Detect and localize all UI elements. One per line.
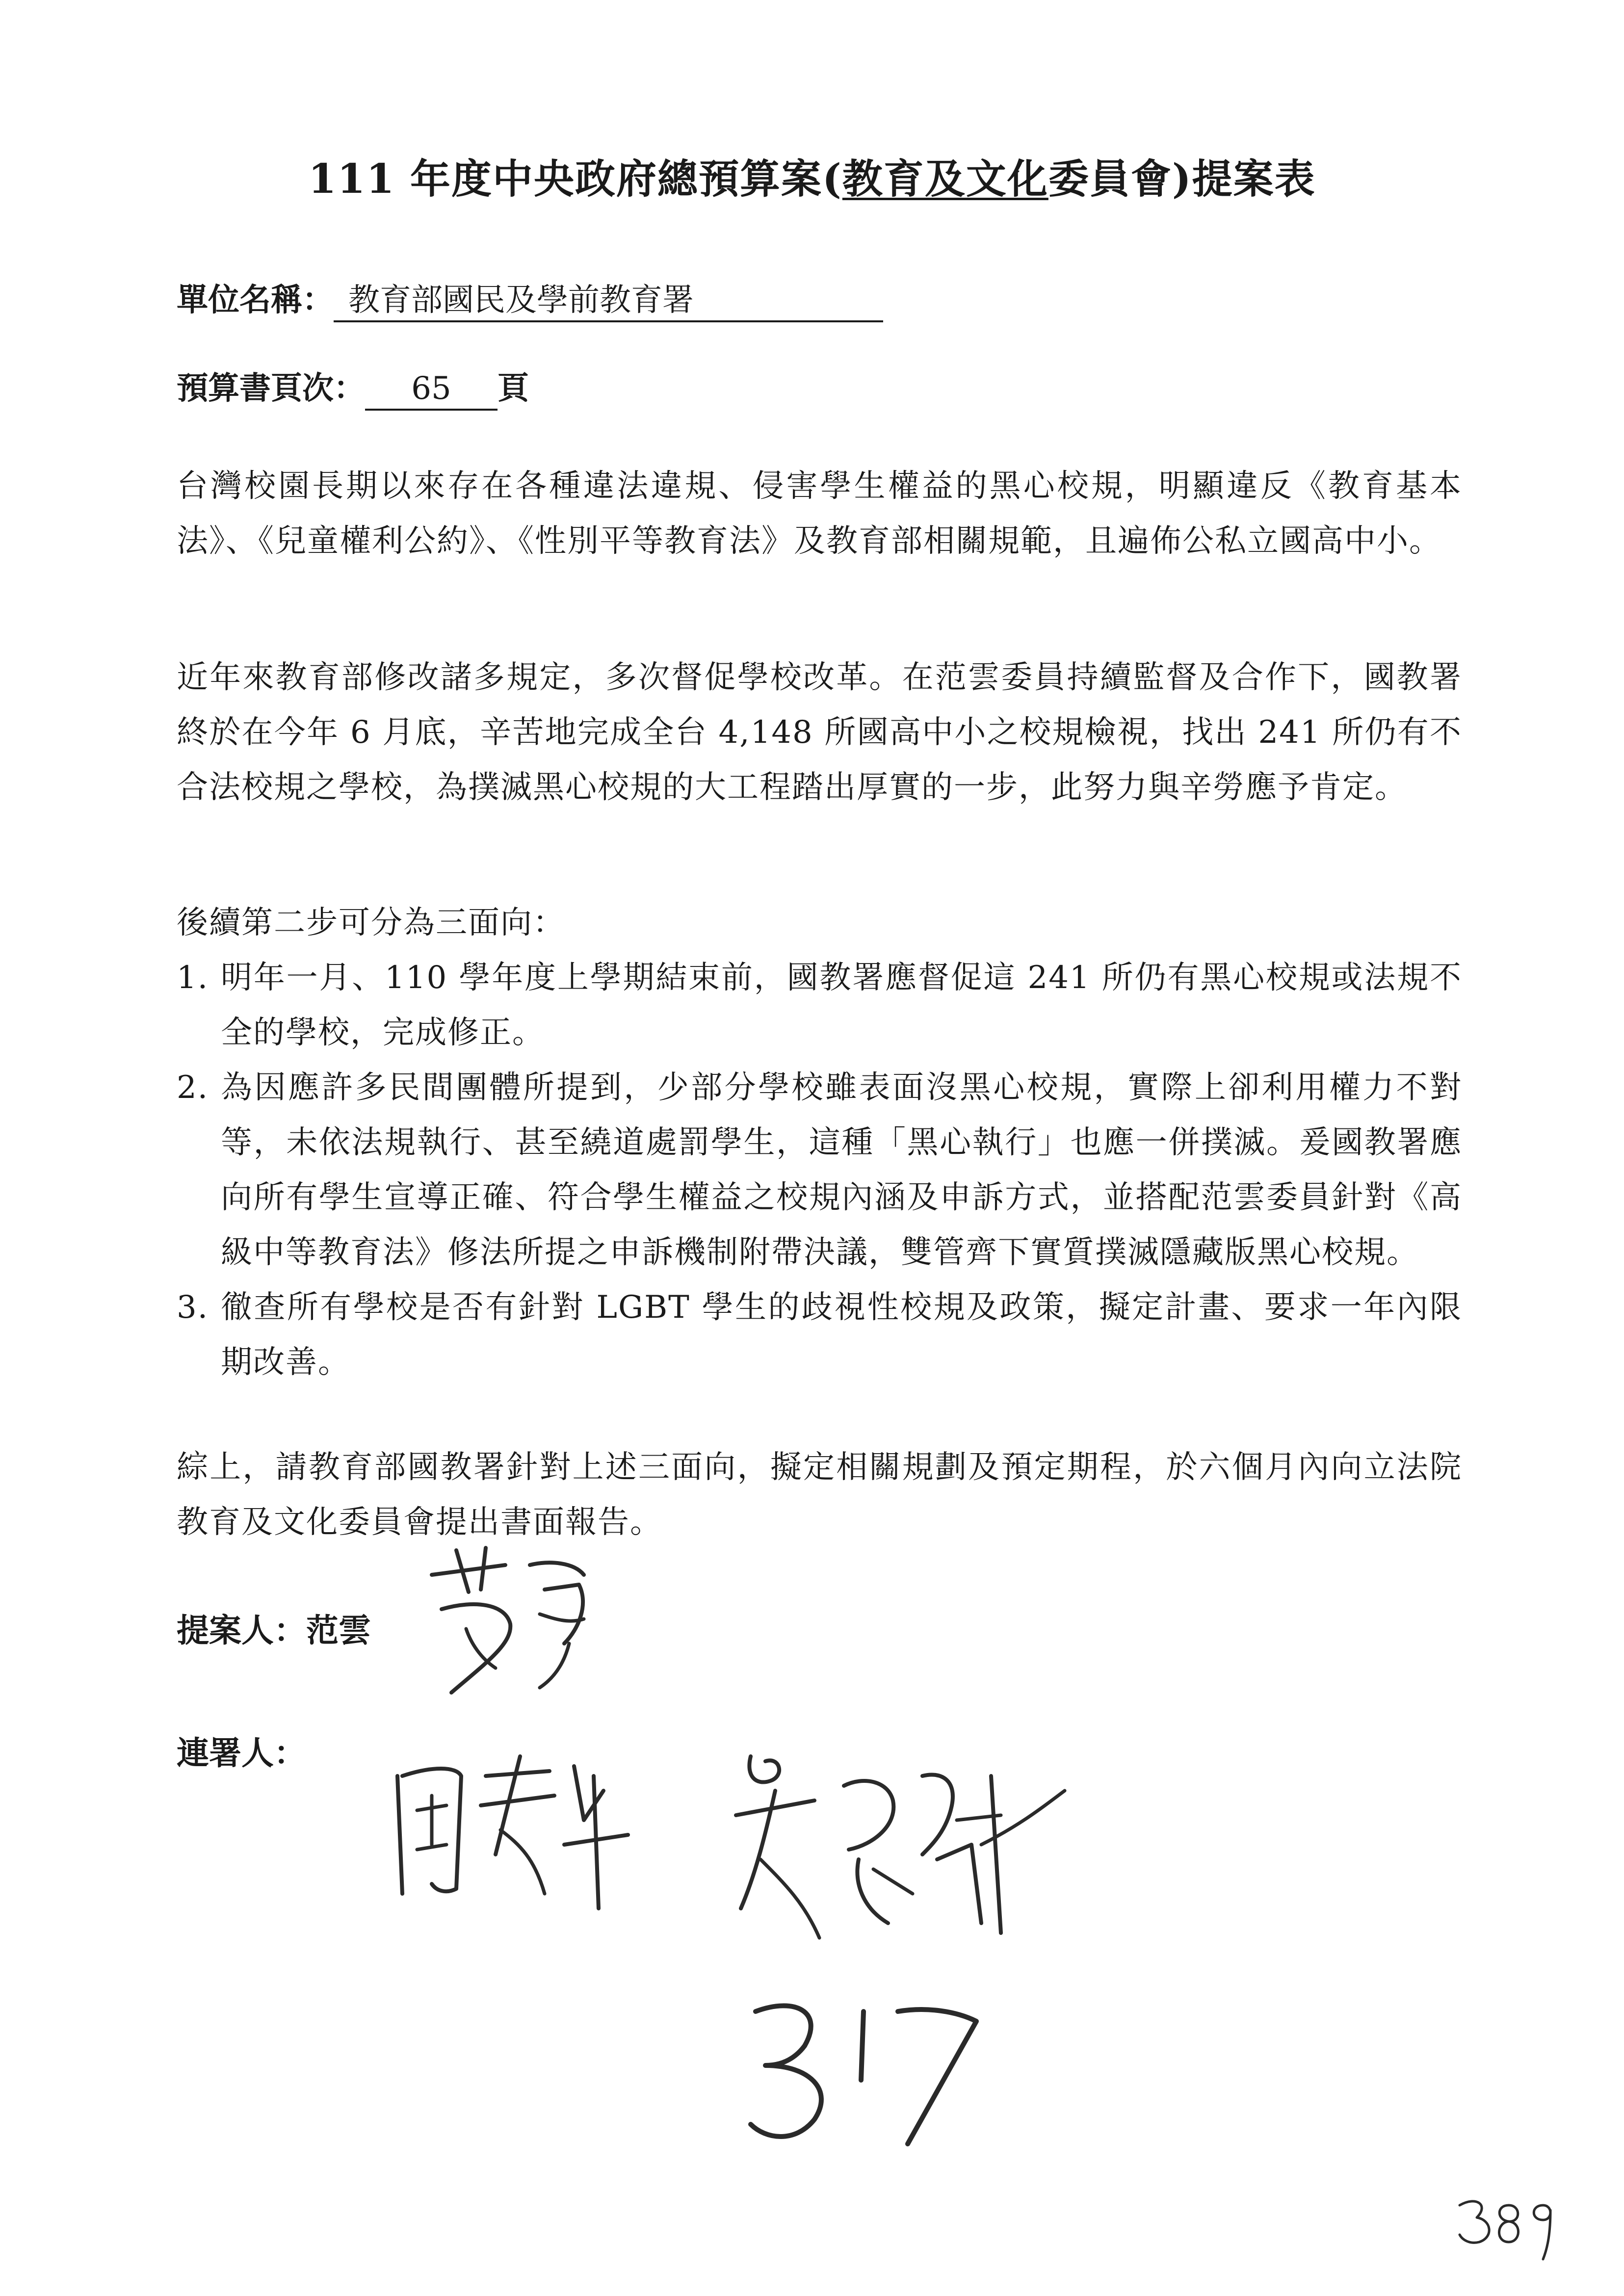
list-item-number: 2. <box>177 1070 209 1106</box>
unit-label: 單位名稱： <box>177 282 334 318</box>
signature-cosigner-2 <box>726 1747 1070 1953</box>
proposer-label: 提案人：范雲 <box>177 1611 371 1649</box>
list-item-number: 3. <box>177 1289 209 1326</box>
paragraph-progress: 近年來教育部修改諸多規定，多次督促學校改革。在范雲委員持續監督及合作下，國教署終於在今年 6 月底，辛苦地完成全台 4,148 所國高中小之校規檢視，找出 241 所仍有不合法校規之學校，為撲滅黑心校規的大工程踏出厚實的一步，此努力與辛勞應予肯定。 <box>177 659 1462 806</box>
list-item-number: 1. <box>177 960 209 996</box>
handwritten-page-number <box>1452 2193 1560 2262</box>
budget-page-row <box>177 363 529 411</box>
budget-page-label: 預算書頁次： <box>177 370 365 407</box>
signature-proposer <box>422 1545 628 1712</box>
paragraph-background: 台灣校園長期以來存在各種違法違規、侵害學生權益的黑心校規，明顯違反《教育基本法》、《兒童權利公約》、《性別平等教育法》及教育部相關規範，且遍佈公私立國高中小。 <box>177 468 1462 559</box>
title-prefix: 111 年度中央政府總預算案( <box>308 156 842 203</box>
list-intro: 後續第二步可分為三面向： <box>177 905 565 941</box>
title-committee: 教育及文化 <box>842 156 1048 203</box>
list-item <box>177 1280 1462 1390</box>
list-item-text: 明年一月、110 學年度上學期結束前，國教署應督促這 241 所仍有黑心校規或法規不全的學校，完成修正。 <box>221 960 1462 1051</box>
unit-value: 教育部國民及學前教育署 <box>334 283 883 322</box>
list-item-text: 徹查所有學校是否有針對 LGBT 學生的歧視性校規及政策，擬定計畫、要求一年內限期改善。 <box>221 1289 1462 1381</box>
list-item <box>177 950 1462 1060</box>
paragraph-conclusion: 綜上，請教育部國教署針對上述三面向，擬定相關規劃及預定期程，於六個月內向立法院教育及文化委員會提出書面報告。 <box>177 1449 1462 1540</box>
list-item <box>177 1060 1462 1280</box>
signature-cosigner-1 <box>388 1747 633 1913</box>
document-title <box>0 147 1624 205</box>
budget-page-unit: 頁 <box>498 370 529 407</box>
list-item-text: 為因應許多民間團體所提到，少部分學校雖表面沒黑心校規，實際上卻利用權力不對等，未依法規執行、甚至繞道處罰學生，這種「黑心執行」也應一併撲滅。爰國教署應向所有學生宣導正確、符合學生權益之校規內涵及申訴方式，並搭配范雲委員針對《高級中等教育法》修法所提之申訴機制附帶決議，雙管齊下實質撲滅隱藏版黑心校規。 <box>221 1070 1462 1271</box>
followup-section <box>177 895 1462 1390</box>
handwritten-serial-number <box>741 1992 996 2154</box>
unit-row <box>177 275 883 322</box>
cosigners-label: 連署人： <box>177 1734 306 1772</box>
title-suffix: 委員會)提案表 <box>1048 156 1316 203</box>
budget-page-value: 65 <box>365 371 498 411</box>
